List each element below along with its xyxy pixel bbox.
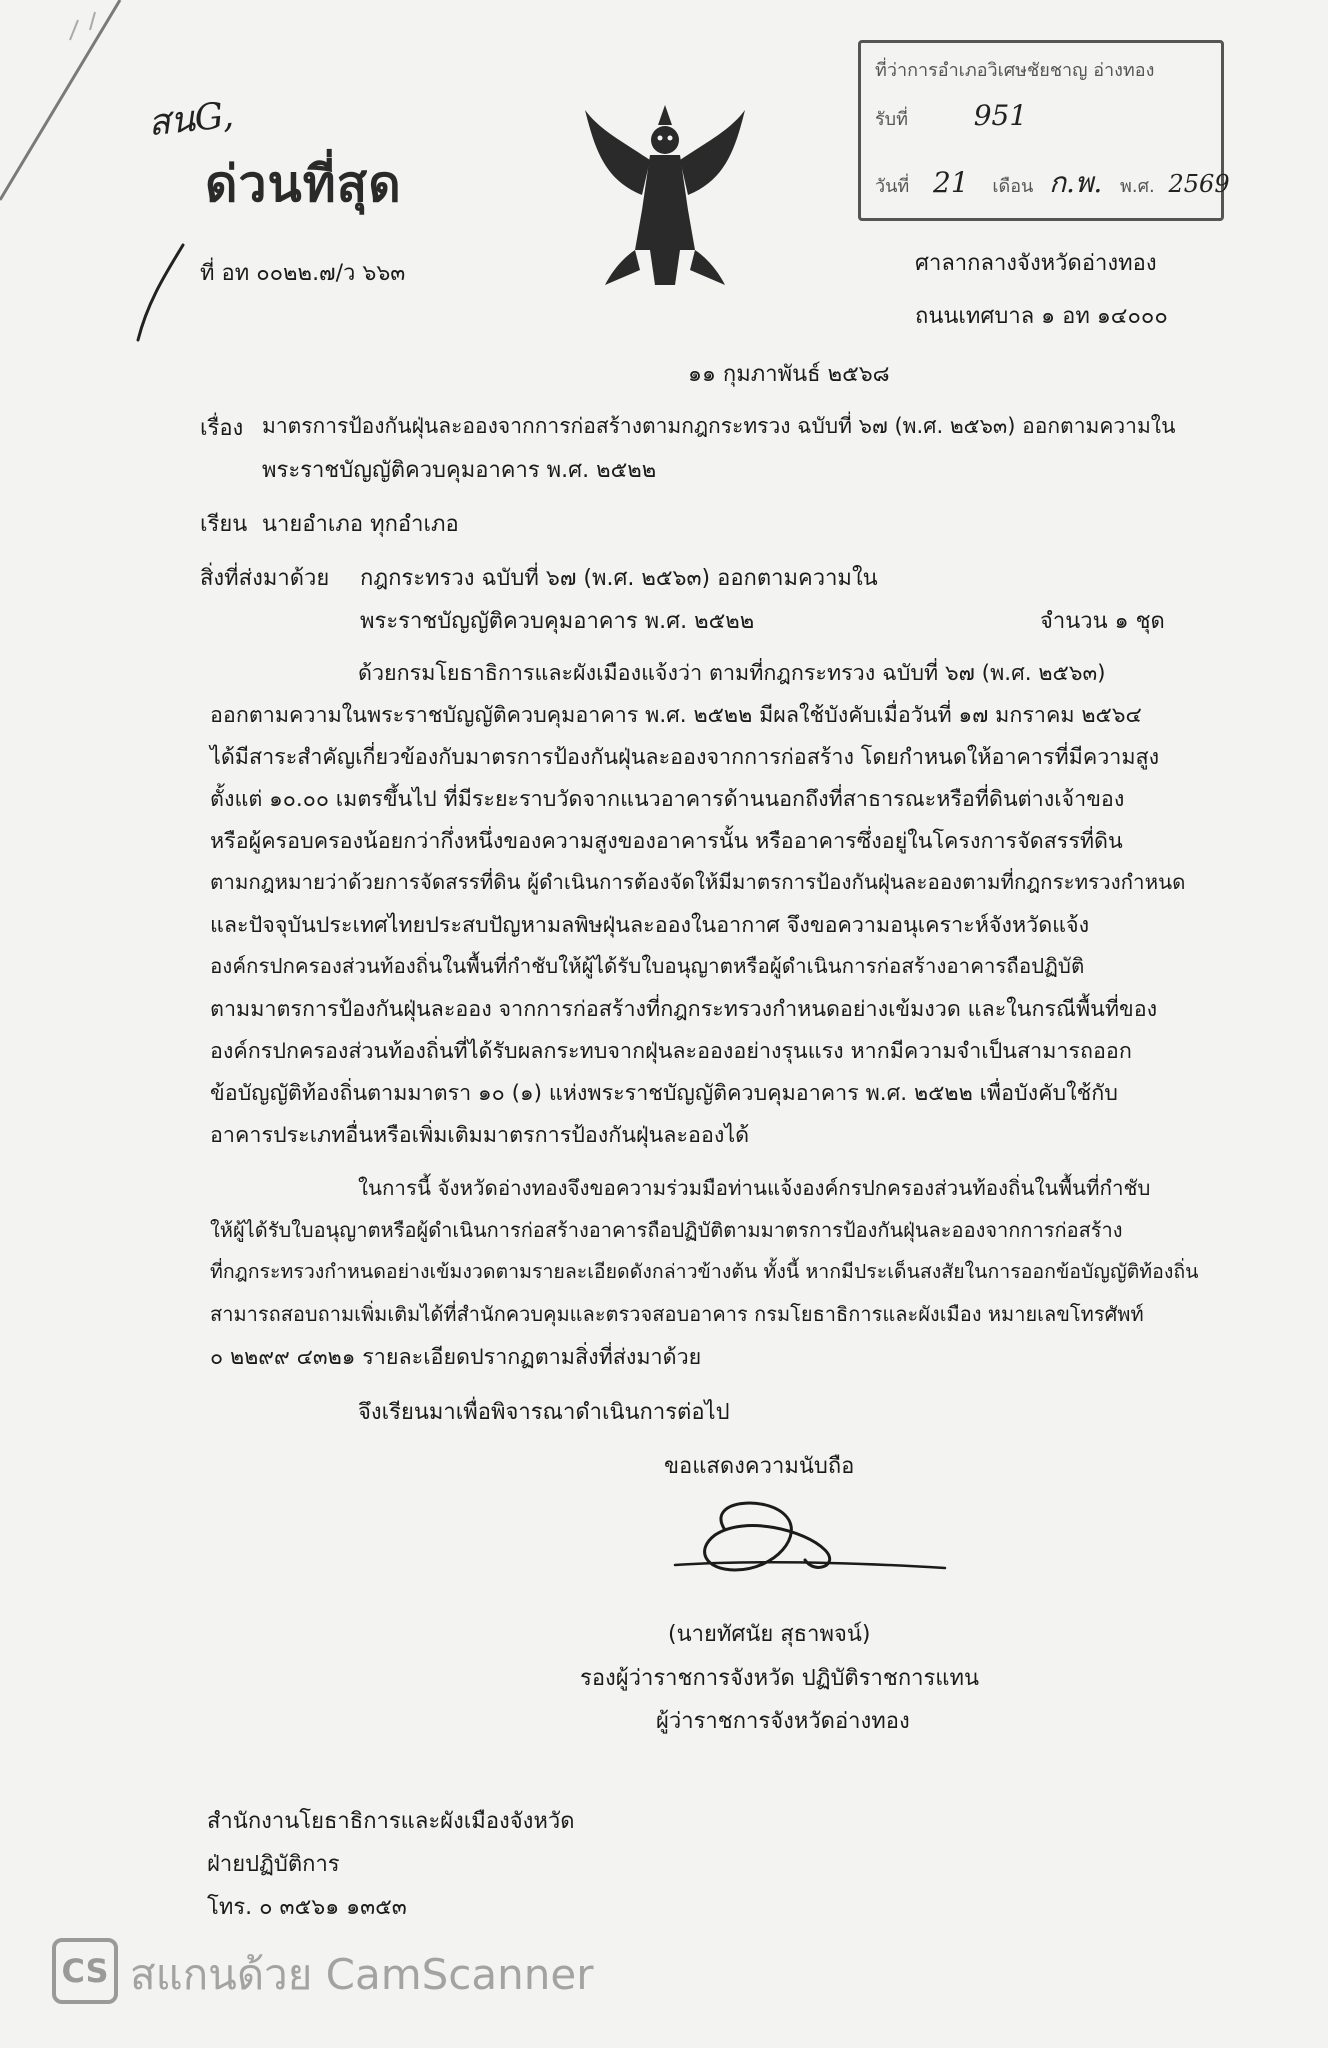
handwritten-code: สนG, [146, 94, 236, 145]
stamp-day-value: 21 [933, 166, 969, 199]
body-line: ที่กฎกระทรวงกำหนดอย่างเข้มงวดตามรายละเอียดดังกล่าวข้างต้น ทั้งนี้ หากมีประเด็นสงสัยในการออกข้อบัญญัติท้องถิ่น [210, 1260, 1199, 1283]
stamp-month-value: ก.พ. [1049, 166, 1103, 199]
handwritten-signature [665, 1490, 955, 1600]
body-line: ตามกฎหมายว่าด้วยการจัดสรรที่ดิน ผู้ดำเนินการต้องจัดให้มีมาตรการป้องกันฝุ่นละอองตามที่กฎกระทรวงกำหนด [210, 870, 1186, 894]
scan-edge-mark [0, 0, 140, 230]
body-line: ตามมาตรการป้องกันฝุ่นละออง จากการก่อสร้างที่กฎกระทรวงกำหนดอย่างเข้มงวด และในกรณีพื้นที่ของ [210, 997, 1158, 1022]
contact-phone: โทร. ๐ ๓๕๖๑ ๑๓๕๓ [207, 1895, 407, 1920]
stamp-year-value: 2569 [1168, 170, 1230, 198]
office-address: ถนนเทศบาล ๑ อท ๑๔๐๐๐ [915, 304, 1168, 329]
enclosure-quantity: จำนวน ๑ ชุด [1040, 609, 1165, 634]
body-line: อาคารประเภทอื่นหรือเพิ่มเติมมาตรการป้องกันฝุ่นละอองได้ [210, 1123, 750, 1148]
body-line: ออกตามความในพระราชบัญญัติควบคุมอาคาร พ.ศ. ๒๕๒๒ มีผลใช้บังคับเมื่อวันที่ ๑๗ มกราคม ๒๕๖๔ [210, 703, 1142, 728]
camscanner-caption: สแกนด้วย CamScanner [130, 1950, 594, 1999]
stamp-year-label: พ.ศ. [1120, 176, 1155, 197]
document-date: ๑๑ กุมภาพันธ์ ๒๕๖๘ [688, 362, 890, 387]
receipt-stamp [858, 40, 1230, 221]
enclosure-line-2: พระราชบัญญัติควบคุมอาคาร พ.ศ. ๒๕๒๒ [360, 609, 755, 634]
body-line: และปัจจุบันประเทศไทยประสบปัญหามลพิษฝุ่นละอองในอากาศ จึงขอความอนุเคราะห์จังหวัดแจ้ง [210, 913, 1090, 938]
body-line: ด้วยกรมโยธาธิการและผังเมืองแจ้งว่า ตามที่กฎกระทรวง ฉบับที่ ๖๗ (พ.ศ. ๒๕๖๓) [358, 661, 1106, 686]
body-line: ๐ ๒๒๙๙ ๔๓๒๑ รายละเอียดปรากฏตามสิ่งที่ส่งมาด้วย [210, 1345, 702, 1370]
stamp-date-label: วันที่ [875, 176, 910, 197]
recipient-value: นายอำเภอ ทุกอำเภอ [262, 512, 459, 537]
office-name: ศาลากลางจังหวัดอ่างทอง [915, 251, 1157, 276]
signatory-name: (นายทัศนัย สุธาพจน์) [668, 1622, 871, 1647]
body-line: องค์กรปกครองส่วนท้องถิ่นที่ได้รับผลกระทบจากฝุ่นละอองอย่างรุนแรง หากมีความจำเป็นสามารถออก [210, 1039, 1132, 1064]
signatory-position-1: รองผู้ว่าราชการจังหวัด ปฏิบัติราชการแทน [580, 1666, 980, 1691]
enclosure-line-1: กฎกระทรวง ฉบับที่ ๖๗ (พ.ศ. ๒๕๖๓) ออกตามความใน [360, 566, 878, 591]
camscanner-logo-icon: CS [52, 1938, 118, 2004]
contact-department: สำนักงานโยธาธิการและผังเมืองจังหวัด [207, 1809, 575, 1834]
body-line: องค์กรปกครองส่วนท้องถิ่นในพื้นที่กำชับให้ผู้ได้รับใบอนุญาตหรือผู้ดำเนินการก่อสร้างอาคารถือปฏิบัติ [210, 954, 1085, 978]
body-line: หรือผู้ครอบครองน้อยกว่ากึ่งหนึ่งของความสูงของอาคารนั้น หรืออาคารซึ่งอยู่ในโครงการจัดสรรที่ดิน [210, 829, 1123, 854]
enclosure-label: สิ่งที่ส่งมาด้วย [200, 566, 330, 591]
body-line: ตั้งแต่ ๑๐.๐๐ เมตรขึ้นไป ที่มีระยะราบวัดจากแนวอาคารด้านนอกถึงที่สาธารณะหรือที่ดินต่างเจ้าของ [210, 787, 1125, 812]
stamp-number-row [875, 99, 1027, 133]
garuda-emblem [580, 100, 750, 290]
body-line: ให้ผู้ได้รับใบอนุญาตหรือผู้ดำเนินการก่อสร้างอาคารถือปฏิบัติตามมาตรการป้องกันฝุ่นละอองจากการก่อสร้าง [210, 1218, 1123, 1242]
subject-label: เรื่อง [200, 416, 244, 441]
body-line: ได้มีสาระสำคัญเกี่ยวข้องกับมาตรการป้องกันฝุ่นละอองจากการก่อสร้าง โดยกำหนดให้อาคารที่มีความสูง [210, 745, 1160, 770]
subject-line-2: พระราชบัญญัติควบคุมอาคาร พ.ศ. ๒๕๒๒ [262, 458, 657, 483]
reference-number: ที่ อท ๐๐๒๒.๗/ว ๖๖๓ [200, 261, 406, 286]
stamp-office-line: ที่ว่าการอำเภอวิเศษชัยชาญ อ่างทอง [875, 60, 1155, 81]
closing-request: จึงเรียนมาเพื่อพิจารณาดำเนินการต่อไป [358, 1400, 730, 1425]
stamp-month-label: เดือน [992, 176, 1034, 197]
body-line: ในการนี้ จังหวัดอ่างทองจึงขอความร่วมมือท่านแจ้งองค์กรปกครองส่วนท้องถิ่นในพื้นที่กำชับ [358, 1176, 1151, 1200]
signatory-position-2: ผู้ว่าราชการจังหวัดอ่างทอง [656, 1709, 910, 1734]
stamp-date-row [875, 161, 1230, 205]
recipient-label: เรียน [200, 512, 248, 537]
body-line: สามารถสอบถามเพิ่มเติมได้ที่สำนักควบคุมและตรวจสอบอาคาร กรมโยธาธิการและผังเมือง หมายเลขโทรศัพท์ [210, 1302, 1144, 1326]
body-line: ข้อบัญญัติท้องถิ่นตามมาตรา ๑๐ (๑) แห่งพระราชบัญญัติควบคุมอาคาร พ.ศ. ๒๕๒๒ เพื่อบังคับใช้กับ [210, 1081, 1118, 1106]
contact-section: ฝ่ายปฏิบัติการ [207, 1852, 340, 1877]
stamp-number-label: รับที่ [875, 109, 908, 130]
stamp-number-value: 951 [973, 99, 1028, 132]
handwritten-check-mark [128, 240, 198, 350]
urgency-label: ด่วนที่สุด [205, 155, 402, 213]
salutation: ขอแสดงความนับถือ [664, 1454, 855, 1479]
subject-line-1: มาตรการป้องกันฝุ่นละอองจากการก่อสร้างตามกฎกระทรวง ฉบับที่ ๖๗ (พ.ศ. ๒๕๖๓) ออกตามความใน [262, 414, 1176, 438]
